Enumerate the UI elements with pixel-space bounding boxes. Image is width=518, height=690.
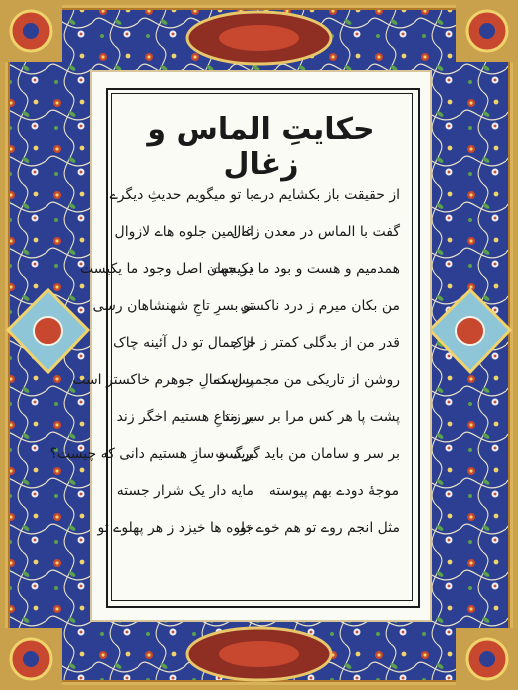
hemistich-right: موجهٔ دودے بهم پیوسته [268,483,400,499]
hemistich-right: از حقیقت باز بکشایم درے [253,187,400,203]
couplet-9 [116,476,400,506]
couplet-3 [79,254,400,284]
hemistich-right: بر سر و سامان من باید گریست [215,446,400,462]
couplet-8 [49,439,400,469]
poem-title: حکایتِ الماس و زغال [147,112,375,182]
couplet-4 [92,291,400,321]
couplet-2 [114,217,400,247]
couplet-6 [72,365,400,395]
hemistich-right: قدر من از بدگلی کمتر ز خاک [230,335,400,351]
hemistich-right: گفت با الماس در معدن زغال [231,224,400,240]
text-panel [49,72,430,620]
top-medallion [187,12,331,64]
hemistich-left: بر متاعِ هستیم اخگر زند [116,409,254,425]
hemistich-left: تو بسرِ تاجِ شهنشاهان رسی [92,298,254,314]
hemistich-left: در جهان اصل وجود ما یکیست [79,261,254,277]
hemistich-left: با تو میگویم حدیثِ دیگرے [109,187,254,203]
hemistich-left: اے امین جلوه هاے لازوال [114,224,254,240]
couplet-1 [109,180,400,210]
hemistich-right: پشت پا هر کس مرا بر سر زند [222,409,400,425]
top-right-corner-ornament [456,0,518,62]
couplet-5 [113,328,400,358]
hemistich-right: همدمیم و هست و بود ما یکیست [211,261,400,277]
bottom-right-corner-ornament [456,628,518,690]
hemistich-right: مثل انجم روے تو هم خوے تو [240,520,400,536]
hemistich-left: پس کمالِ جوهرم خاکستر است [72,372,254,388]
hemistich-right: روشن از تاریکی من مجمر است [213,372,400,388]
couplet-10 [97,513,400,543]
hemistich-left: جلوه ها خیزد ز هر پهلوے تو [97,520,254,536]
hemistich-left: مایه دار یک شرار جسته [116,483,254,499]
top-left-corner-ornament [0,0,62,62]
bottom-medallion [187,628,331,680]
hemistich-left: برگ و سازِ هستیم دانی که چیست؟ [49,446,254,462]
hemistich-left: از جمال تو دل آئینه چاک [113,335,254,351]
hemistich-right: من بکان میرم ز درد ناکسی [240,298,400,314]
couplet-7 [116,402,400,432]
bottom-left-corner-ornament [0,628,62,690]
